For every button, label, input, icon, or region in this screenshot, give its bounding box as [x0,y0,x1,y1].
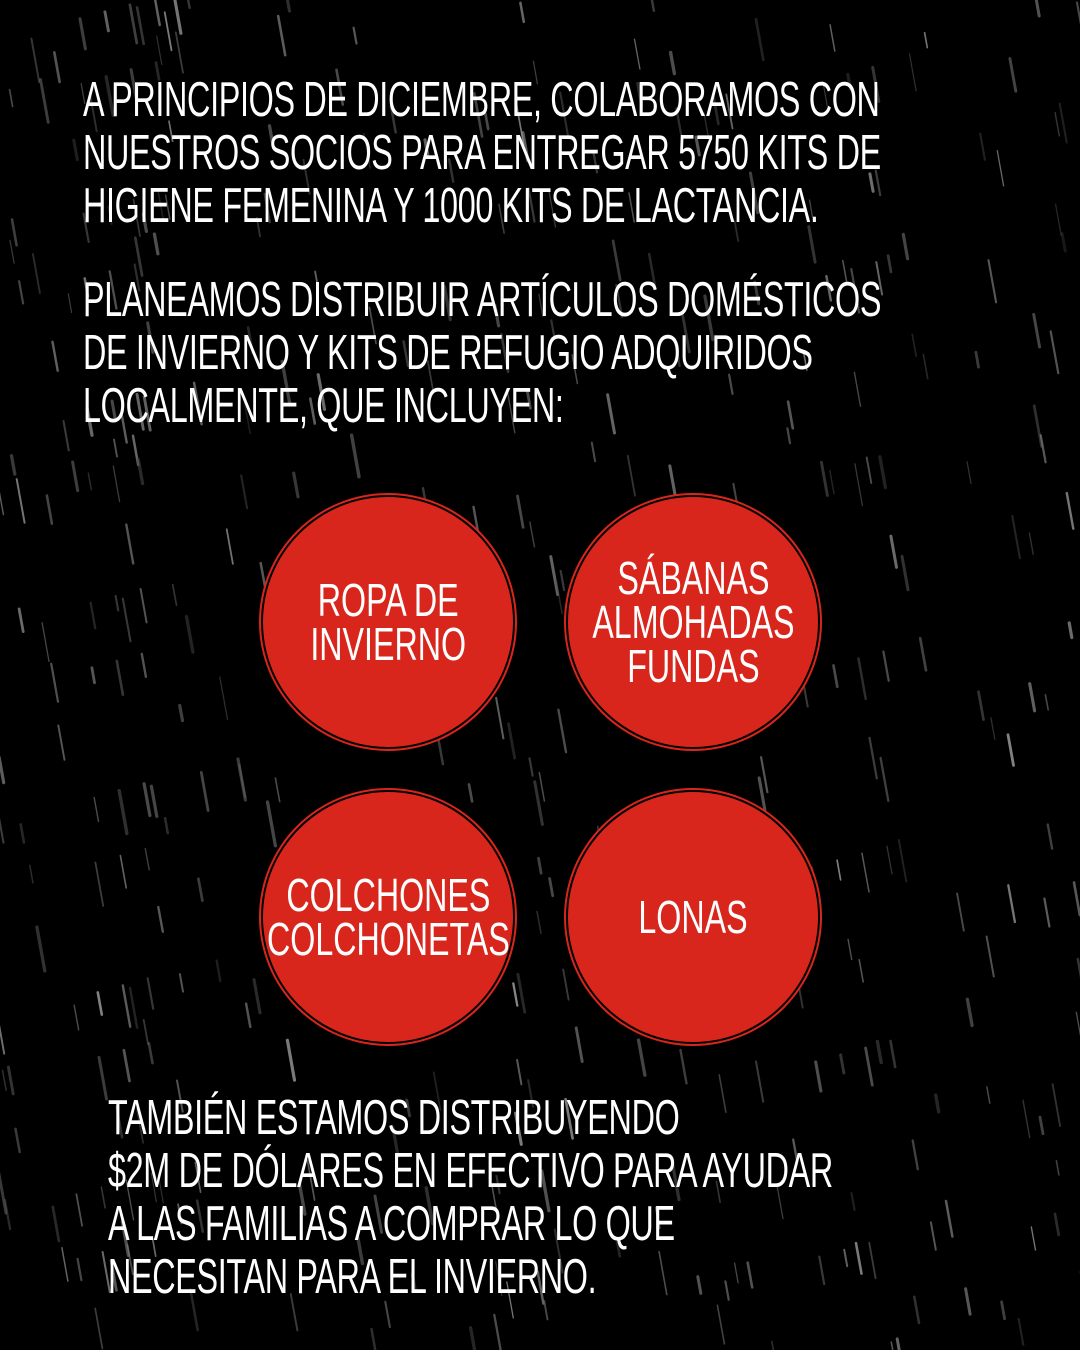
raindrop [41,80,49,123]
raindrop [920,638,926,670]
raindrop [923,355,927,379]
raindrop [967,999,972,1025]
raindrop [635,39,640,69]
raindrop [989,260,997,302]
raindrop [352,435,359,477]
raindrop [53,342,58,371]
raindrop [671,53,675,74]
raindrop [141,589,147,622]
raindrop [91,603,96,628]
raindrop [539,858,542,873]
raindrop [37,927,45,971]
raindrop [513,983,517,1005]
raindrop [1035,0,1039,16]
raindrop [174,0,181,33]
raindrop [64,421,69,450]
raindrop [0,1026,4,1054]
raindrop [1060,104,1067,143]
raindrop [275,778,279,802]
raindrop [42,623,49,662]
item-label [310,574,466,670]
raindrop [563,969,568,999]
raindrop [47,496,52,524]
item-label-line: INVIERNO [310,618,466,670]
raindrop [30,865,33,882]
raindrop [1069,623,1072,638]
raindrop [119,791,127,834]
raindrop [1051,331,1059,373]
raindrop [12,456,15,474]
raindrop [53,1207,59,1241]
raindrop [99,1057,107,1099]
raindrop [967,462,971,484]
raindrop [145,849,149,870]
raindrop [76,1194,82,1226]
raindrop [980,134,985,160]
raindrop [925,33,928,48]
item-label-line: FUNDAS [626,640,760,692]
intro-line: NUESTROS SOCIOS PARA ENTREGAR 5750 KITS DE [83,126,881,180]
raindrop [987,1087,990,1103]
raindrop [891,536,897,567]
intro-paragraph [83,74,881,233]
raindrop [120,856,126,888]
raindrop [98,992,102,1014]
item-label-line: COLCHONETAS [266,913,510,965]
raindrop [520,3,523,22]
cash-line: NECESITAN PARA EL INVIERNO. [108,1250,597,1304]
raindrop [117,661,123,695]
raindrop [130,5,137,43]
raindrop [530,522,535,547]
raindrop [966,1289,971,1315]
item-label-line: LONAS [638,891,748,943]
raindrop [1023,1100,1030,1137]
raindrop [1008,735,1014,766]
raindrop [1062,234,1065,252]
raindrop [869,1243,875,1279]
item-label [591,552,795,692]
raindrop [1056,1161,1059,1175]
raindrop [268,802,276,846]
raindrop [509,724,515,758]
raindrop [639,1040,645,1075]
raindrop [180,705,183,720]
raindrop [0,811,4,843]
raindrop [165,12,172,50]
raindrop [238,759,245,800]
raindrop [979,692,984,720]
raindrop [261,563,265,586]
cash-paragraph [108,1092,833,1304]
raindrop [681,1050,687,1083]
raindrop [58,725,64,759]
raindrop [74,140,78,160]
raindrop [1019,1319,1024,1345]
raindrop [116,596,119,611]
raindrop [1074,883,1080,916]
raindrop [821,462,827,495]
raindrop [518,974,525,1012]
plan-line: LOCALMENTE, QUE INCLUYEN: [83,379,564,433]
raindrop [816,1062,821,1091]
plan-line: DE INVIERNO Y KITS DE REFUGIO ADQUIRIDOS [83,326,813,380]
raindrop [987,937,994,977]
raindrop [530,758,533,775]
raindrop [74,1005,78,1030]
raindrop [830,471,834,494]
raindrop [903,234,907,258]
raindrop [287,1040,294,1080]
raindrop [756,19,763,60]
raindrop [123,985,130,1026]
raindrop [180,974,183,992]
raindrop [650,0,654,11]
raindrop [144,1020,148,1045]
raindrop [561,571,564,590]
raindrop [830,25,835,51]
raindrop [997,151,1003,186]
raindrop [844,1250,847,1267]
raindrop [158,907,163,932]
raindrop [130,988,137,1028]
raindrop [113,466,119,502]
raindrop [855,464,863,506]
raindrop [62,1248,68,1281]
raindrop [1045,695,1048,710]
item-label [638,891,748,943]
raindrop [883,652,888,681]
raindrop [717,1305,724,1344]
plan-paragraph [83,274,881,433]
raindrop [16,1129,20,1152]
raindrop [95,1308,102,1348]
item-label-line: ROPA DE [317,574,459,626]
raindrop [1076,1012,1080,1054]
raindrop [877,1042,881,1063]
raindrop [294,473,298,497]
raindrop [21,824,24,842]
raindrop [910,54,917,91]
raindrop [144,784,150,816]
raindrop [372,1329,379,1350]
raindrop [834,666,838,687]
raindrop [155,0,160,25]
raindrop [17,479,25,523]
cash-line: A LAS FAMILIAS A COMPRAR LO QUE [108,1197,675,1251]
raindrop [517,1060,521,1084]
raindrop [539,773,544,801]
raindrop [887,846,892,874]
raindrop [496,698,503,739]
raindrop [912,334,916,356]
raindrop [157,36,162,64]
raindrop [142,654,146,677]
raindrop [888,256,891,272]
raindrop [114,440,117,457]
raindrop [469,785,472,802]
raindrop [902,556,908,589]
raindrop [518,496,524,527]
raindrop [8,1067,13,1094]
raindrop [1012,516,1020,558]
raindrop [176,32,183,72]
raindrop [881,758,889,801]
raindrop [10,90,13,107]
item-circle-tarps [568,792,818,1042]
raindrop [149,1043,153,1063]
raindrop [80,19,85,49]
raindrop [88,473,91,490]
raindrop [551,557,558,595]
item-label-line: COLCHONES [286,869,490,921]
raindrop [891,1041,896,1067]
raindrop [1040,1117,1043,1134]
raindrop [101,1187,105,1208]
raindrop [138,459,142,483]
raindrop [759,778,765,810]
raindrop [1002,1302,1005,1319]
raindrop [897,1339,900,1350]
raindrop [19,281,23,303]
item-circle-bedding [568,497,818,747]
raindrop [278,16,285,55]
raindrop [494,1315,501,1350]
raindrop [12,220,17,246]
raindrop [126,525,133,564]
raindrop [151,786,156,816]
raindrop [852,1193,855,1210]
raindrop [556,580,562,613]
raindrop [1034,314,1040,347]
raindrop [1034,406,1041,447]
raindrop [33,254,40,293]
raindrop [471,1328,479,1350]
raindrop [1048,825,1052,849]
raindrop [148,978,154,1008]
raindrop [94,798,98,822]
raindrop [123,599,131,642]
raindrop [899,840,907,882]
raindrop [537,912,541,934]
raindrop [772,1341,778,1350]
raindrop [201,772,208,810]
raindrop [1044,899,1049,927]
raindrop [220,677,228,719]
raindrop [241,475,247,508]
raindrop [0,483,3,515]
raindrop [0,1171,6,1213]
raindrop [227,529,233,564]
raindrop [246,1004,250,1027]
raindrop [0,757,4,782]
raindrop [880,457,886,488]
raindrop [848,940,852,960]
raindrop [187,617,193,653]
raindrop [137,8,144,44]
raindrop [841,1055,844,1073]
raindrop [931,1222,936,1249]
item-circle-mattresses [263,792,513,1042]
item-label [266,869,510,965]
raindrop [354,28,357,44]
raindrop [856,1243,862,1273]
intro-line: HIGIENE FEMENINA Y 1000 KITS DE LACTANCIA. [83,179,819,233]
raindrop [936,1095,939,1112]
raindrop [870,738,877,779]
raindrop [124,1050,130,1081]
raindrop [173,585,177,606]
raindrop [976,352,979,367]
item-circle-winter-clothes [263,497,513,747]
raindrop [592,443,595,462]
raindrop [1056,204,1062,235]
raindrop [254,980,260,1013]
raindrop [576,1028,582,1062]
raindrop [217,961,221,981]
item-label-line: SÁBANAS [616,552,770,604]
cash-line: TAMBIÉN ESTAMOS DISTRIBUYENDO [108,1091,680,1145]
plan-line: PLANEAMOS DISTRIBUIR ARTÍCULOS DOMÉSTICOS [83,273,882,327]
raindrop [68,294,71,313]
raindrop [867,457,872,483]
raindrop [957,893,964,930]
raindrop [105,12,109,31]
raindrop [3,1070,7,1090]
raindrop [286,0,289,11]
raindrop [1030,684,1035,711]
raindrop [1067,493,1074,529]
raindrop [859,659,866,699]
raindrop [991,718,995,739]
raindrop [1010,59,1016,92]
raindrop [1055,1214,1059,1235]
raindrop [51,664,58,702]
raindrop [859,960,863,982]
raindrop [19,609,23,632]
raindrop [550,879,553,896]
cash-line: $2M DE DÓLARES EN EFECTIVO PARA AYUDAR [108,1144,833,1198]
raindrop [866,1048,873,1085]
raindrop [1029,533,1033,554]
raindrop [10,240,14,263]
raindrop [154,234,158,254]
raindrop [92,668,95,683]
raindrop [1055,113,1059,136]
raindrop [837,860,841,880]
raindrop [914,1297,919,1323]
raindrop [1053,1084,1061,1126]
raindrop [1008,885,1015,922]
raindrop [385,1302,390,1327]
raindrop [198,879,202,901]
raindrop [558,710,566,752]
raindrop [913,1140,918,1169]
raindrop [535,782,543,825]
item-label-line: ALMOHADAS [591,596,795,648]
intro-line: A PRINCIPIOS DE DICIEMBRE, COLABORAMOS CON [83,73,880,127]
raindrop [31,39,39,82]
raindrop [73,462,78,491]
raindrop [187,0,190,8]
raindrop [95,863,103,906]
raindrop [862,853,869,892]
raindrop [54,52,59,82]
raindrop [799,986,803,1008]
raindrop [165,818,168,833]
raindrop [78,1259,82,1280]
raindrop [946,1201,952,1237]
raindrop [628,456,635,496]
raindrop [1031,1227,1035,1250]
